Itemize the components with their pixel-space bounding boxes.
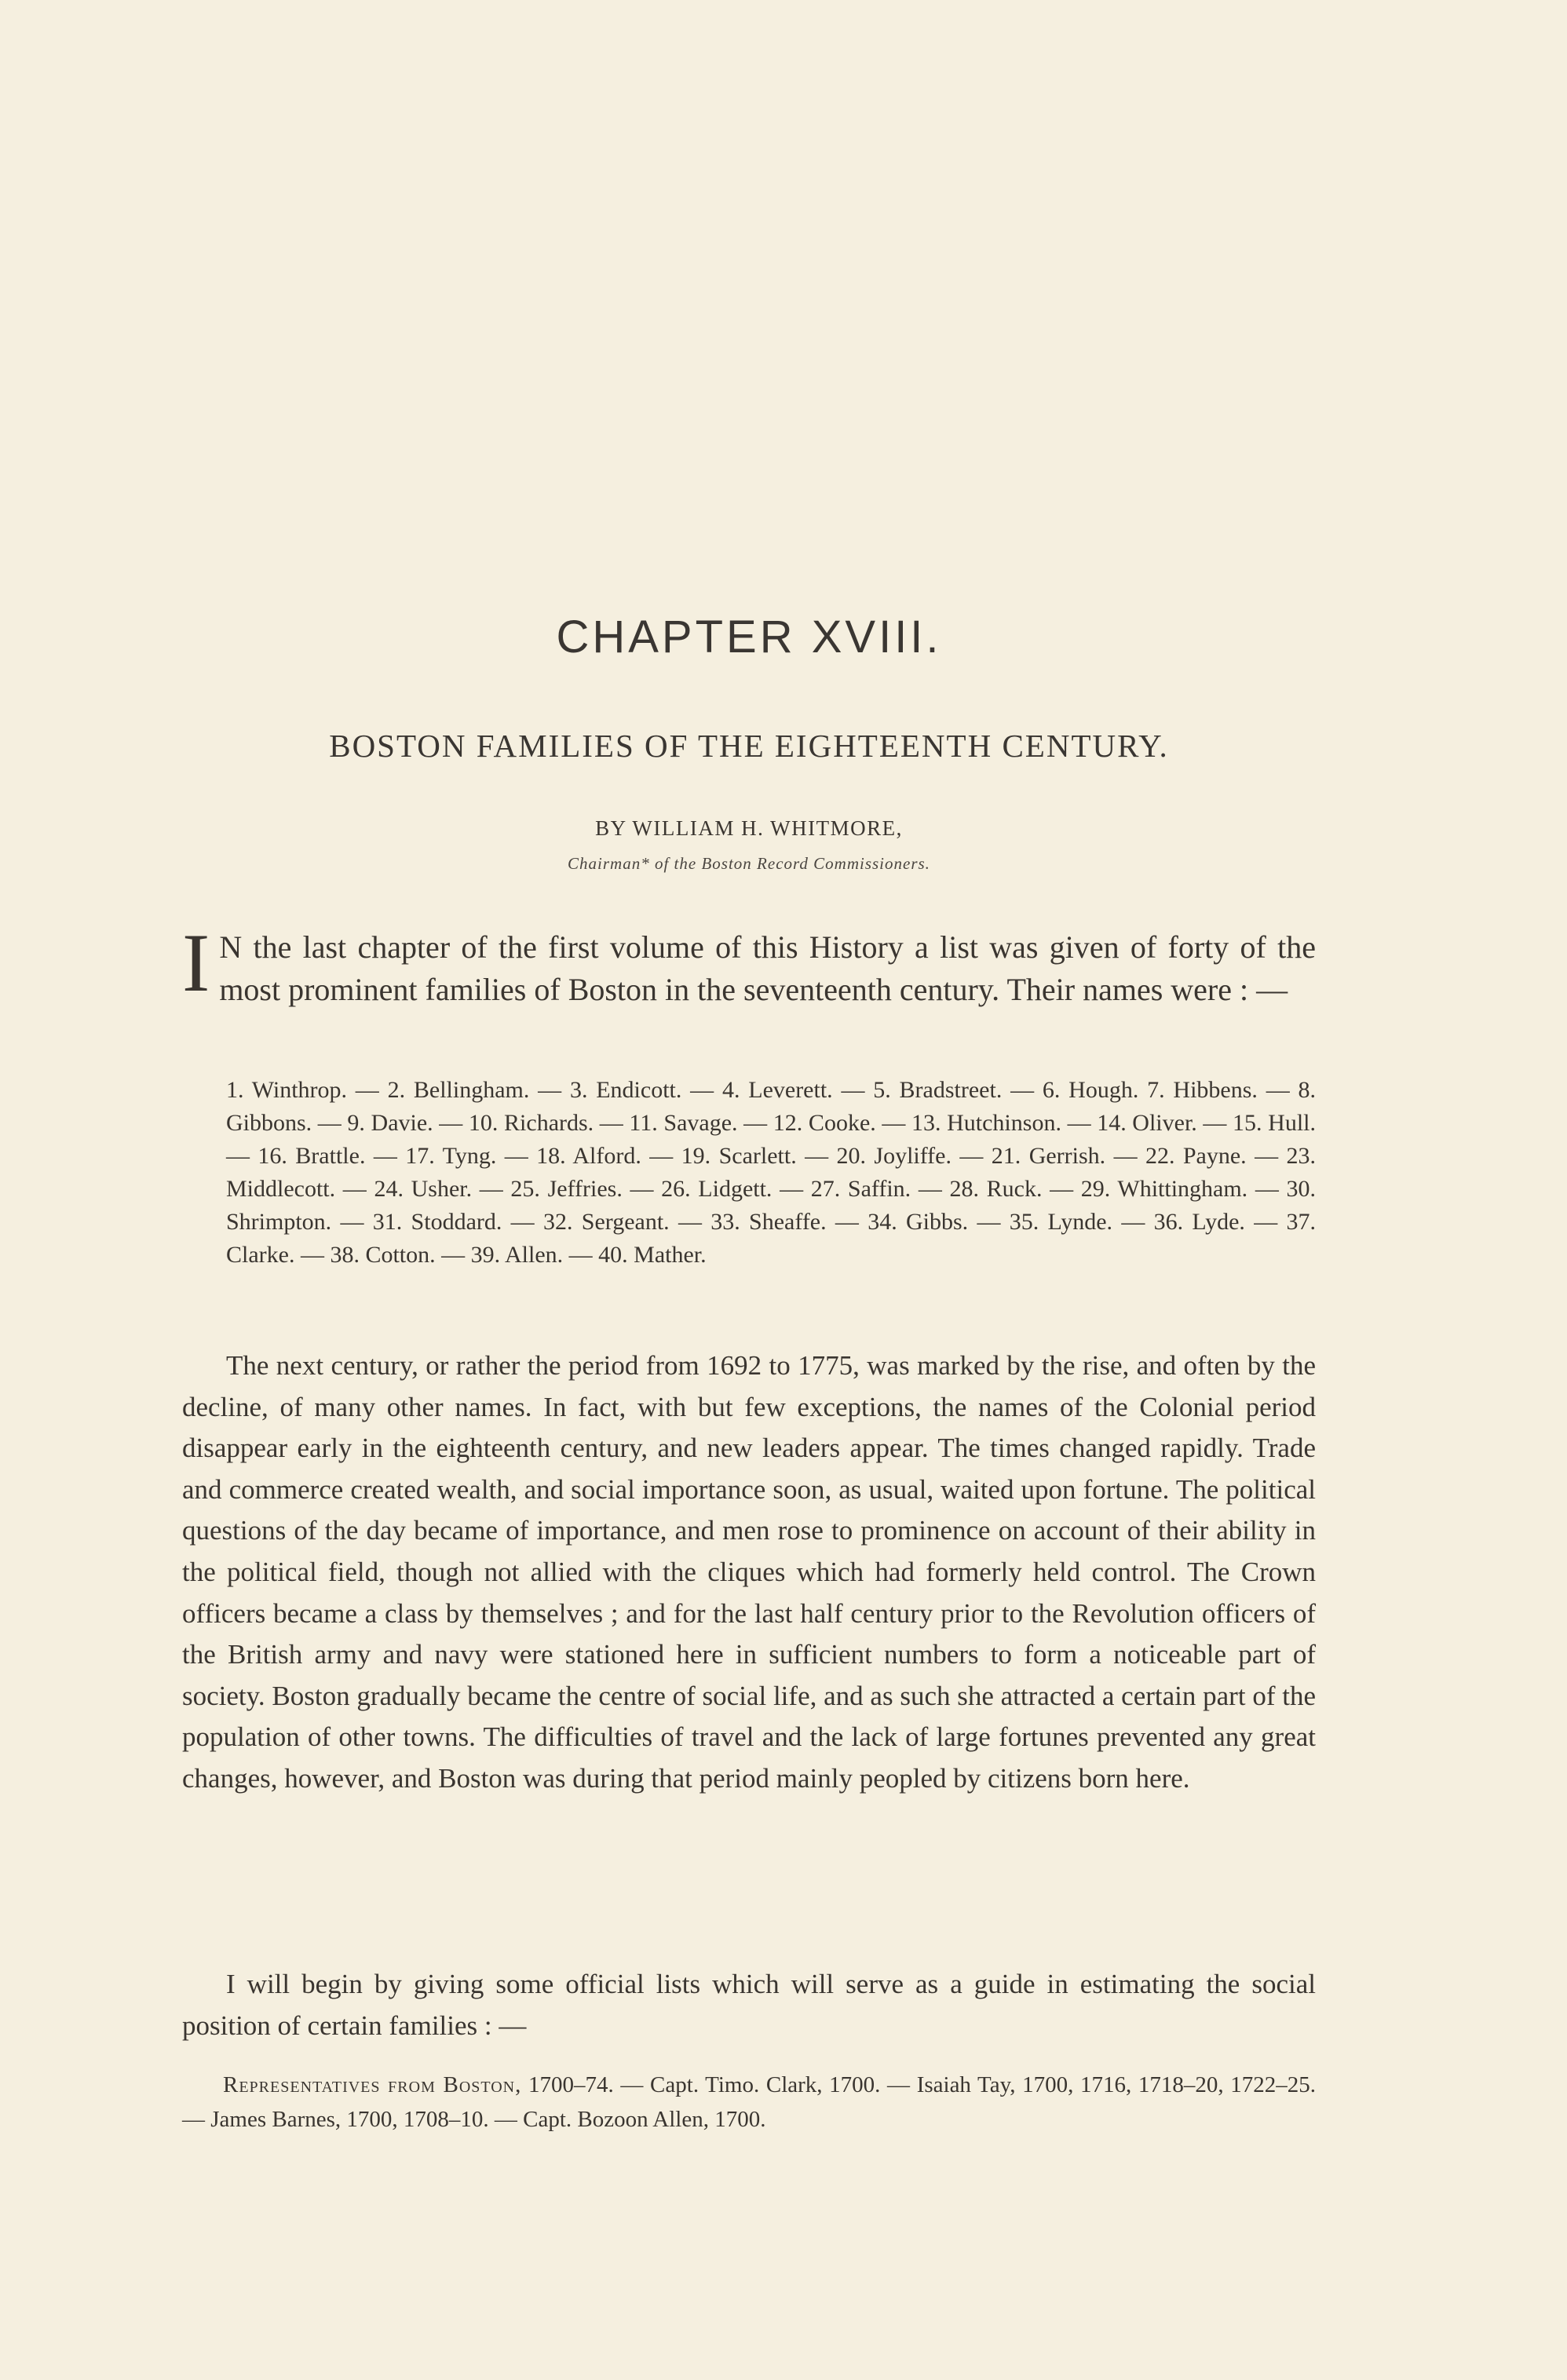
- chapter-title: CHAPTER XVIII.: [556, 611, 942, 663]
- author-affiliation: Chairman* of the Boston Record Commissioners.: [568, 854, 930, 873]
- body-paragraph-2: I will begin by giving some official lists which will serve as a guide in estimating the social position of certain families : —: [182, 1969, 1316, 2041]
- representatives-heading: Representatives from Boston,: [223, 2072, 522, 2097]
- chapter-subtitle: BOSTON FAMILIES OF THE EIGHTEENTH CENTURY.: [329, 728, 1169, 764]
- representatives-text: 1700–74. — Capt. Timo. Clark, 1700. — Isaiah Tay, 1700, 1716, 1718–20, 1722–25. — James Barnes, 1700, 1708–10. — Capt. Bozoon Allen, 1700.: [182, 2072, 1317, 2132]
- author-byline: BY WILLIAM H. WHITMORE,: [595, 816, 903, 840]
- representatives-list: [182, 2068, 1316, 2137]
- families-list: 1. Winthrop. — 2. Bellingham. — 3. Endicott. — 4. Leverett. — 5. Bradstreet. — 6. Hough. 7. Hibbens. — 8. Gibbons. — 9. Davie. — 10. Richards. — 11. Savage. — 12. Cooke. — 13. Hutchinson. — 14. Oliver. — 15. Hull. — 16. Brattle. — 17. Tyng. — 18. Alford. — 19. Scarlett. — 20. Joyliffe. — 21. Gerrish. — 22. Payne. — 23. Middlecott. — 24. Usher. — 25. Jeffries. — 26. Lidgett. — 27. Saffin. — 28. Ruck. — 29. Whittingham. — 30. Shrimpton. — 31. Stoddard. — 32. Sergeant. — 33. Sheaffe. — 34. Gibbs. — 35. Lynde. — 36. Lyde. — 37. Clarke. — 38. Cotton. — 39. Allen. — 40. Mather.: [226, 1077, 1316, 1268]
- book-page: [182, 0, 1316, 2380]
- drop-cap: I: [182, 917, 210, 1009]
- body-paragraph-1: The next century, or rather the period from 1692 to 1775, was marked by the rise, and often by the decline, of many other names. In fact, with but few exceptions, the names of the Colonial period disappear early in the eighteenth century, and new leaders appear. The times changed rapidly. Trade and commerce created wealth, and social importance soon, as usual, waited upon fortune. The political questions of the day became of importance, and men rose to prominence on account of their ability in the political field, though not allied with the cliques which had formerly held control. The Crown officers became a class by themselves ; and for the last half century prior to the Revolution officers of the British army and navy were stationed here in sufficient numbers to form a noticeable part of society. Boston gradually became the centre of social life, and as such she attracted a certain part of the population of other towns. The difficulties of travel and the lack of large fortunes prevented any great changes, however, and Boston was during that period mainly peopled by citizens born here.: [182, 1350, 1316, 1794]
- intro-paragraph: [182, 917, 1316, 1011]
- intro-text: N the last chapter of the first volume of this History a list was given of forty of the most prominent families of Boston in the seventeenth century. Their names were : —: [219, 929, 1316, 1007]
